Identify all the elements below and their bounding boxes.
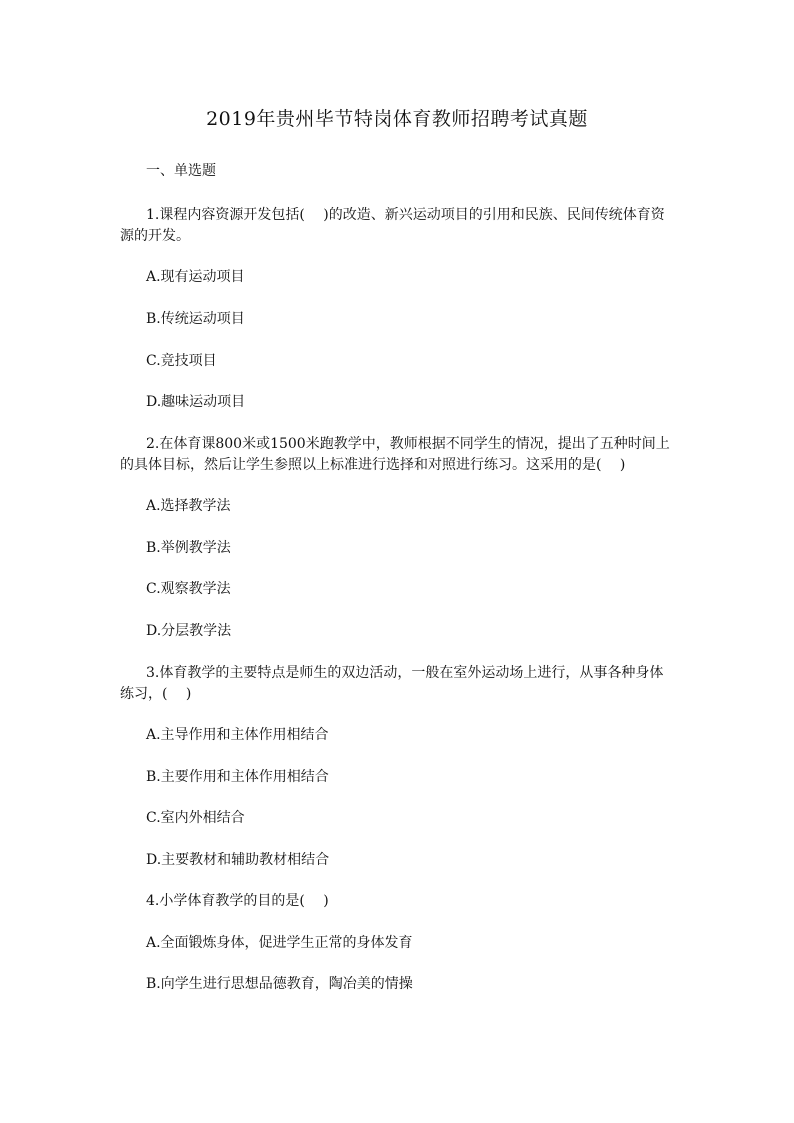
question-1-option-d: D.趣味运动项目 <box>146 394 246 410</box>
question-2-stem-line-1: 2.在体育课800米或1500米跑教学中，教师根据不同学生的情况，提出了五种时间上 <box>146 436 670 452</box>
question-2-option-d: D.分层教学法 <box>146 623 232 639</box>
question-3-option-a: A.主导作用和主体作用相结合 <box>146 727 329 743</box>
question-3-option-c: C.室内外相结合 <box>146 810 245 826</box>
question-3-stem-line-2: 练习，( ) <box>120 686 192 702</box>
question-1-option-a: A.现有运动项目 <box>146 269 245 285</box>
question-3-option-d: D.主要教材和辅助教材相结合 <box>146 852 330 868</box>
question-4-option-a: A.全面锻炼身体，促进学生正常的身体发育 <box>146 935 413 951</box>
section-heading: 一、单选题 <box>146 163 216 179</box>
question-2-option-b: B.举例教学法 <box>146 540 231 556</box>
question-2-option-c: C.观察教学法 <box>146 581 231 597</box>
question-4-option-b: B.向学生进行思想品德教育，陶冶美的情操 <box>146 976 413 992</box>
question-3-stem-line-1: 3.体育教学的主要特点是师生的双边活动，一般在室外运动场上进行，从事各种身体 <box>146 665 664 681</box>
question-4-stem-line-1: 4.小学体育教学的目的是( ) <box>146 893 329 909</box>
page-title: 2019年贵州毕节特岗体育教师招聘考试真题 <box>206 108 588 130</box>
question-2-option-a: A.选择教学法 <box>146 498 231 514</box>
question-2-stem-line-2: 的具体目标，然后让学生参照以上标准进行选择和对照进行练习。这采用的是( ) <box>120 457 626 473</box>
question-1-stem-line-1: 1.课程内容资源开发包括( )的改造、新兴运动项目的引用和民族、民间传统体育资 <box>146 207 665 223</box>
question-3-option-b: B.主要作用和主体作用相结合 <box>146 769 329 785</box>
question-1-option-b: B.传统运动项目 <box>146 311 245 327</box>
question-1-option-c: C.竞技项目 <box>146 353 217 369</box>
question-1-stem-line-2: 源的开发。 <box>120 228 190 244</box>
